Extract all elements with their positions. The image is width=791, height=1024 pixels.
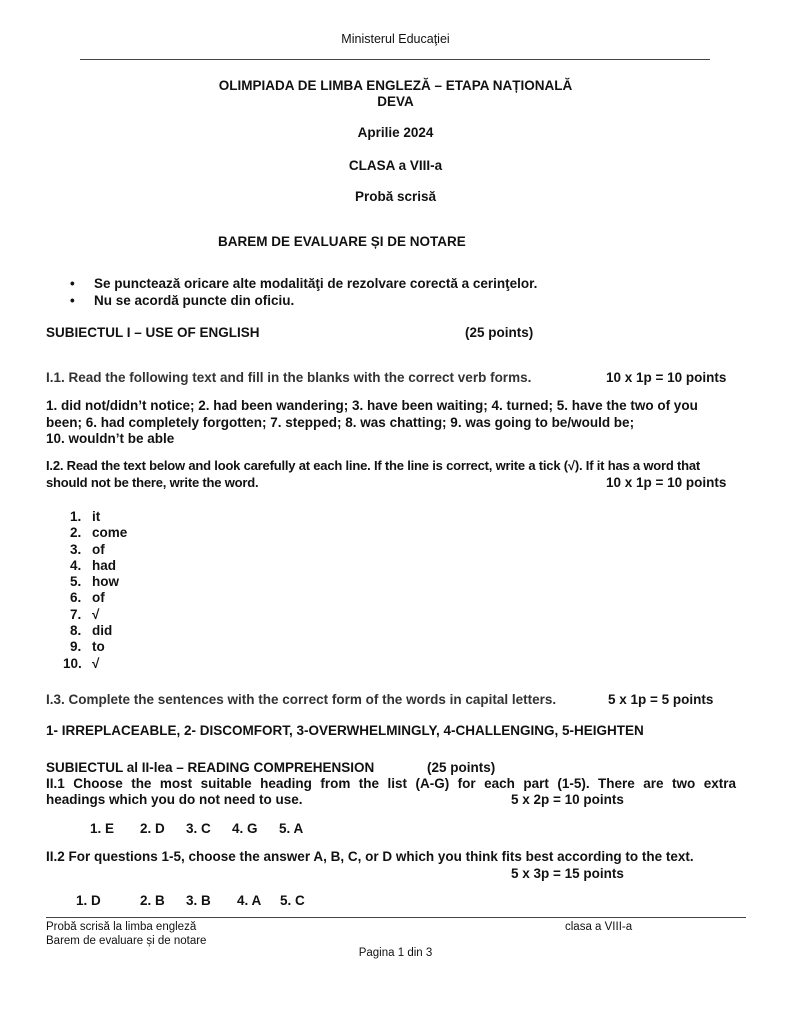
s2-instruction-line: should not be there, write the word. [46, 474, 259, 490]
list-item: 8. did [70, 623, 113, 639]
list-item: 9. to [70, 639, 105, 655]
s2-points: 10 x 1p = 10 points [606, 475, 727, 490]
s2-answer-list [63, 509, 128, 672]
subject1-points: (25 points) [465, 325, 534, 340]
ii1-answer: 2. D [140, 821, 165, 836]
subject2-heading: SUBIECTUL al II-lea – READING COMPREHENSION [46, 760, 375, 775]
bullet-icon: • [70, 276, 75, 291]
ii1-answers [90, 821, 303, 836]
bullet-text: Se punctează oricare alte modalităţi de rezolvare corectă a cerinţelor. [94, 276, 538, 291]
list-item: 2. come [70, 525, 128, 541]
subject1-heading: SUBIECTUL I – USE OF ENGLISH [46, 325, 260, 340]
ii2-answer: 3. B [186, 893, 211, 908]
exam-type: Probă scrisă [354, 189, 437, 204]
bullet-item [70, 276, 537, 291]
ii2-answer: 2. B [140, 893, 165, 908]
ii2-points: 5 x 3p = 15 points [511, 866, 624, 881]
s1-answer-line: 1. did not/didn’t notice; 2. had been wandering; 3. have been waiting; 4. turned; 5. have the two of you [46, 398, 698, 413]
ii1-answer: 5. A [279, 821, 304, 836]
page-number: Pagina 1 din 3 [358, 947, 433, 959]
bullet-icon: • [70, 293, 75, 308]
list-item: 4. had [70, 557, 117, 573]
s1-points: 10 x 1p = 10 points [606, 370, 727, 385]
bullet-text: Nu se acordă puncte din oficiu. [94, 293, 295, 308]
s1-answer-line: been; 6. had completely forgotten; 7. stepped; 8. was chatting; 9. was going to be/would be; [46, 414, 635, 430]
footer-exam: Probă scrisă la limba engleză [46, 921, 197, 933]
title-line1: OLIMPIADA DE LIMBA ENGLEZĂ – ETAPA NAȚIONALĂ [218, 78, 573, 93]
s3-points: 5 x 1p = 5 points [608, 692, 714, 707]
footer-rule [46, 917, 746, 918]
s1-answer-line: 10. wouldn’t be able [46, 431, 175, 446]
subject2-points: (25 points) [427, 760, 496, 775]
s1-instruction: I.1. Read the following text and fill in the blanks with the correct verb forms. [46, 370, 532, 385]
ii2-answers [76, 893, 305, 908]
list-item: 3. of [70, 541, 105, 557]
list-item: 5. how [70, 574, 119, 590]
ii1-instruction-line: II.1 Choose the most suitable heading from the list (A-G) for each part (1-5). There are two extra [46, 776, 736, 791]
list-item: 10. √ [63, 655, 100, 671]
ii2-instruction: II.2 For questions 1-5, choose the answer A, B, C, or D which you think fits best according to the text. [46, 849, 694, 864]
s3-answers: 1- IRREPLACEABLE, 2- DISCOMFORT, 3-OVERWHELMINGLY, 4-CHALLENGING, 5-HEIGHTEN [46, 723, 644, 738]
ii2-answer: 4. A [237, 893, 262, 908]
s1-answers [46, 398, 736, 448]
barem-title: BAREM DE EVALUARE ȘI DE NOTARE [218, 234, 466, 249]
bullet-item [70, 293, 294, 308]
ii1-points: 5 x 2p = 10 points [511, 792, 624, 807]
s3-instruction: I.3. Complete the sentences with the correct form of the words in capital letters. [46, 692, 557, 707]
ii1-answer: 1. E [90, 821, 115, 836]
class-label: CLASA a VIII-a [348, 158, 443, 173]
header-rule [80, 59, 710, 60]
ministry-header: Ministerul Educaţiei [341, 32, 450, 46]
s2-instruction-line: I.2. Read the text below and look carefully at each line. If the line is correct, write a tick (√). If it has a word that [46, 458, 701, 473]
list-item: 7. √ [70, 606, 100, 622]
list-item: 1. it [70, 509, 101, 524]
ii1-answer: 3. C [186, 821, 211, 836]
ii1-answer: 4. G [232, 821, 258, 836]
list-item: 6. of [70, 590, 105, 606]
title-line2: DEVA [377, 94, 414, 109]
ii1-instruction-line: headings which you do not need to use. [46, 792, 303, 807]
ii2-answer: 5. C [280, 893, 305, 908]
ii2-answer: 1. D [76, 893, 101, 908]
footer-barem: Barem de evaluare și de notare [46, 935, 207, 947]
exam-date: Aprilie 2024 [357, 125, 434, 140]
footer-class: clasa a VIII-a [565, 921, 633, 933]
